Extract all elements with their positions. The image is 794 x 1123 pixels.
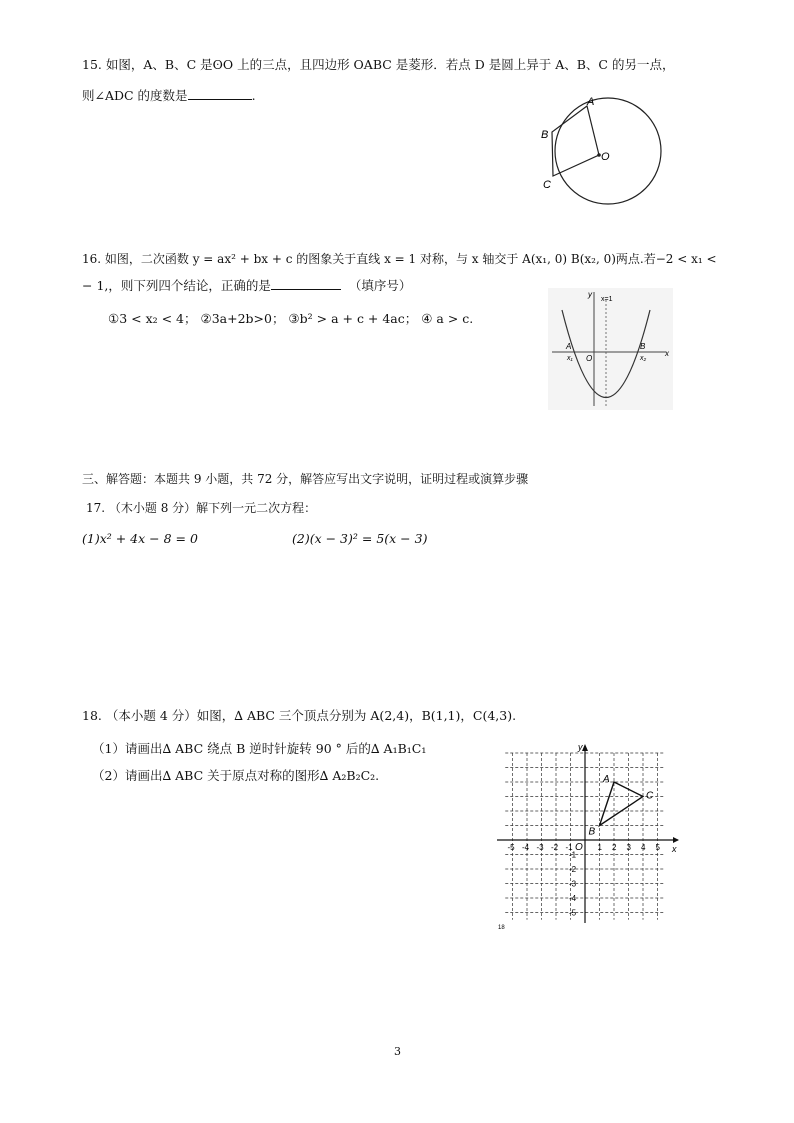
y-tick-label: -5 (569, 908, 577, 918)
label-a: A (566, 342, 572, 351)
label-x2: x₂ (640, 355, 647, 362)
label-y: y (578, 742, 583, 752)
x-tick-label: -1 (565, 843, 573, 852)
label-b: B (541, 129, 549, 141)
q16-line1: 16. 如图，二次函数 y = ax² + bx + c 的图象关于直线 x = 1 对称，与 x 轴交于 A(x₁, 0) B(x₂, 0)两点.若−2 < x₁ < (82, 252, 717, 266)
q17-equation-2: (2)(x − 3)² = 5(x − 3) (292, 531, 428, 546)
y-tick-label: -4 (569, 894, 577, 903)
q16-line2-prefix: − 1,，则下列四个结论，正确的是 (82, 278, 271, 293)
x-tick-label: 4 (641, 843, 646, 852)
label-b: B (588, 826, 596, 838)
label-b: B (640, 342, 646, 351)
triangle-abc (600, 782, 644, 826)
figure-corner-label: 18 (498, 925, 505, 931)
x-tick-label: -3 (536, 843, 544, 852)
label-a: A (603, 774, 610, 785)
q16-line2-suffix: （填序号） (348, 278, 412, 293)
label-axis-line: x=1 (601, 296, 613, 303)
q15-answer-blank (188, 87, 252, 100)
q15-circle-figure (535, 95, 665, 215)
q15-line2 (82, 86, 256, 104)
x-tick-label: -4 (522, 843, 530, 852)
label-x: x (672, 844, 677, 854)
x-tick-label: 1 (597, 843, 602, 852)
x-tick-label: 2 (612, 843, 617, 852)
q18-grid-figure (493, 738, 683, 932)
q16-answer-blank (271, 277, 341, 290)
y-tick-label: -3 (569, 879, 577, 889)
label-y: y (588, 290, 592, 299)
q18-title: 18. （本小题 4 分）如图，∆ ABC 三个顶点分别为 A(2,4)，B(1,1)，C(4,3). (82, 708, 517, 723)
y-tick-label: -2 (569, 865, 577, 874)
q16-line2 (82, 276, 411, 294)
x-axis-arrow (673, 837, 679, 843)
label-c: C (646, 790, 654, 802)
label-o: O (575, 842, 583, 853)
y-tick-label: -1 (569, 850, 577, 860)
section3-header: 三、解答题：本题共 9 小题，共 72 分，解答应写出文字说明，证明过程或演算步骤 (82, 472, 529, 486)
page-number: 3 (394, 1045, 401, 1058)
q15-line2-prefix: 则∠ADC 的度数是 (82, 88, 188, 103)
label-o: O (586, 354, 593, 363)
q15-line2-suffix: . (251, 88, 256, 103)
q16-options: ①3 < x₂ < 4； ②3a+2b>0； ③b² > a + c + 4ac； ④ a > c. (108, 311, 474, 326)
label-x1: x₁ (567, 355, 573, 362)
x-tick-label: -2 (551, 843, 559, 852)
x-tick-label: 3 (626, 843, 631, 852)
x-tick-label: 5 (655, 843, 660, 852)
label-o: O (601, 151, 610, 163)
rhombus-oabc (552, 106, 599, 176)
x-tick-label: -5 (507, 843, 515, 852)
label-a: A (587, 96, 595, 108)
label-c: C (543, 179, 551, 191)
q18-part1: （1）请画出∆ ABC 绕点 B 逆时针旋转 90 ° 后的∆ A₁B₁C₁ (92, 741, 427, 756)
q18-part2: （2）请画出∆ ABC 关于原点对称的图形∆ A₂B₂C₂. (92, 768, 380, 783)
q17-title: 17. （木小题 8 分）解下列一元二次方程： (86, 501, 317, 515)
label-x: x (665, 349, 669, 358)
q17-equation-1: (1)x² + 4x − 8 = 0 (82, 531, 198, 546)
q16-parabola-figure (548, 288, 673, 410)
q15-line1: 15. 如图，A、B、C 是ʘO 上的三点，且四边形 OABC 是菱形．若点 D 是圆上异于 A、B、C 的另一点， (82, 57, 675, 72)
y-axis-arrow (582, 744, 588, 751)
